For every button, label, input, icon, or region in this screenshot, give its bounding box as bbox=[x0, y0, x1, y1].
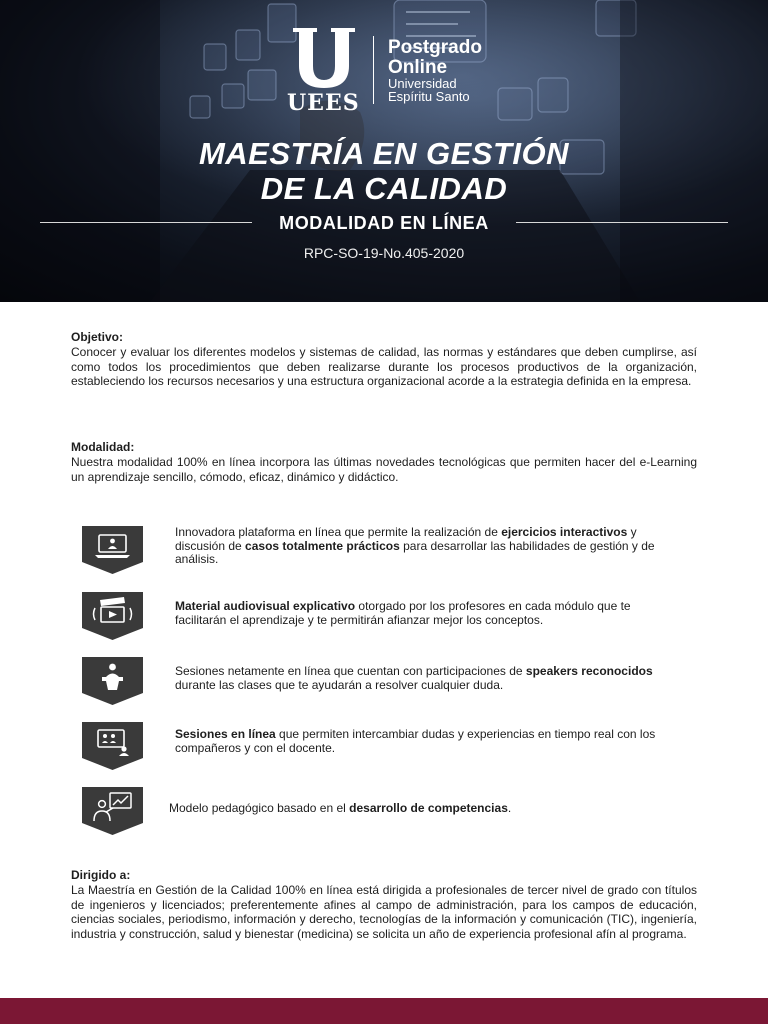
feature-text-part: Modelo pedagógico basado en el bbox=[169, 801, 350, 815]
uees-u-mark bbox=[291, 26, 357, 90]
dirigido-section bbox=[71, 868, 697, 942]
objetivo-section bbox=[71, 330, 697, 389]
feature-item bbox=[82, 592, 702, 644]
feature-text-part: para desarrollar las habilidades de gestión y de análisis. bbox=[175, 538, 655, 566]
logo-postgrado: Postgrado bbox=[388, 37, 482, 58]
feature-text-bold: speakers reconocidos bbox=[525, 664, 653, 678]
feature-text-part: . bbox=[507, 801, 512, 815]
hero-banner bbox=[0, 0, 768, 302]
feature-text-part: durante las clases que te ayudarán a resolver cualquier duda. bbox=[175, 677, 504, 692]
logo-wordmark: UEES bbox=[287, 90, 360, 116]
dirigido-heading: Dirigido a: bbox=[71, 868, 131, 882]
feature-text-part: Innovadora plataforma en línea que permite la realización de bbox=[175, 525, 502, 539]
title-line-2: DE LA CALIDAD bbox=[260, 171, 508, 206]
modalidad-band bbox=[40, 212, 728, 234]
title-line-1: MAESTRÍA EN GESTIÓN bbox=[198, 136, 570, 171]
presenter-chart-icon bbox=[82, 787, 143, 835]
feature-item bbox=[82, 657, 702, 709]
feature-text-part: que permiten intercambiar dudas y experiencias en tiempo real con los compañeros y con el docente. bbox=[175, 727, 656, 755]
modalidad-label: MODALIDAD EN LÍNEA bbox=[279, 213, 489, 233]
clapperboard-icon bbox=[82, 592, 143, 640]
logo-espiritu-santo: Espíritu Santo bbox=[388, 89, 470, 104]
feature-item bbox=[82, 526, 702, 578]
feature-text-part: otorgado por los profesores en cada módulo que te facilitarán el aprendizaje y te permitirán afianzar mejor los conceptos. bbox=[175, 599, 631, 627]
laptop-icon bbox=[82, 526, 143, 574]
speaker-podium-icon bbox=[82, 657, 143, 705]
feature-text bbox=[175, 600, 675, 627]
feature-text-bold: Material audiovisual explicativo bbox=[175, 599, 356, 613]
modalidad-text: Nuestra modalidad 100% en línea incorpora las últimas novedades tecnológicas que permiten hacer del e-Learning un aprendizaje sencillo, cómodo, eficaz, dinámico y didáctico. bbox=[71, 454, 697, 484]
footer-accent-bar bbox=[0, 998, 768, 1024]
feature-text-bold: casos totalmente prácticos bbox=[245, 538, 400, 553]
program-title bbox=[0, 136, 768, 206]
feature-item bbox=[82, 787, 702, 839]
dirigido-text: La Maestría en Gestión de la Calidad 100% en línea está dirigida a profesionales de tercer nivel de grado con títulos de ingenieros y licenciados; preferentemente afines al campo de administración, para los campos de educación, ciencias sociales, periodismo, información y derecho, tecnologías de la información y comunicación (TIC), ingeniería, industria y construcción, salud y bienestar (medicina) se solicita un año de experiencia profesional afín al programa. bbox=[71, 882, 697, 942]
modalidad-heading: Modalidad: bbox=[71, 440, 135, 454]
feature-text-bold: ejercicios interactivos bbox=[501, 525, 628, 539]
feature-text-part: y discusión de bbox=[175, 525, 637, 553]
video-conference-icon bbox=[82, 722, 143, 770]
feature-text bbox=[175, 526, 675, 567]
modalidad-section bbox=[71, 440, 697, 484]
feature-text bbox=[175, 728, 675, 755]
feature-text bbox=[169, 802, 669, 816]
logo-universidad: Universidad bbox=[388, 76, 457, 91]
feature-text-bold: desarrollo de competencias bbox=[349, 801, 508, 815]
feature-text-part: Sesiones netamente en línea que cuentan con participaciones de bbox=[175, 664, 526, 678]
feature-text bbox=[175, 665, 675, 692]
registration-code: RPC-SO-19-No.405-2020 bbox=[303, 245, 465, 261]
logo-divider bbox=[373, 36, 374, 104]
logo-online: Online bbox=[388, 57, 448, 78]
feature-text-bold: Sesiones en línea bbox=[175, 727, 276, 741]
uees-logo bbox=[287, 24, 487, 118]
objetivo-heading: Objetivo: bbox=[71, 330, 124, 344]
objetivo-text: Conocer y evaluar los diferentes modelos y sistemas de calidad, las normas y estándares que deben cumplirse, así como todos los procedimientos que deben realizarse durante los procesos productivos de la organización, estableciendo los recursos necesarios y una estructura organizacional acorde a la estrategia definida en la empresa. bbox=[71, 344, 697, 389]
feature-item bbox=[82, 722, 702, 774]
